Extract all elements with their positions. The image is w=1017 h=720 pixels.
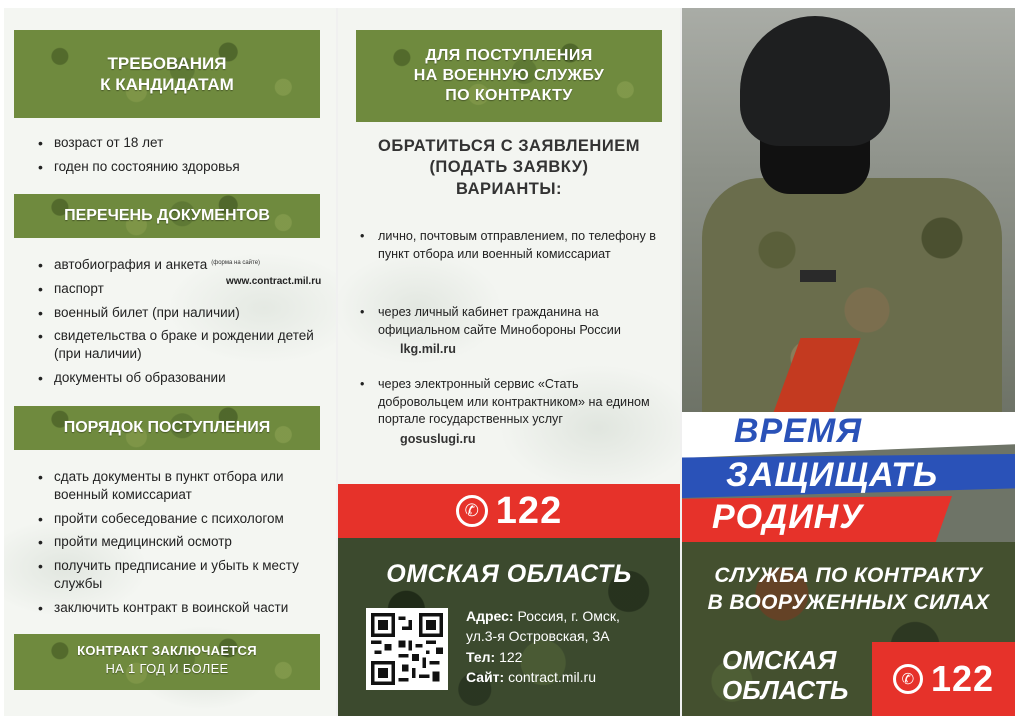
address-value: Россия, г. Омск, (517, 608, 620, 624)
list-item: • свидетельства о браке и рождении детей (при наличии) (32, 327, 328, 363)
contacts-section (338, 538, 680, 716)
cover-hotline-number: 122 (930, 658, 995, 699)
phone-line (466, 647, 620, 667)
service-line2: В ВООРУЖЕННЫХ СИЛАХ (707, 591, 990, 615)
list-item: • сдать документы в пункт отбора или военный комиссариат (32, 468, 328, 504)
list-item: • паспорт (32, 280, 328, 298)
list-item: • годен по состоянию здоровья (32, 158, 322, 176)
cover-region (722, 646, 848, 706)
address-label: Адрес: (466, 608, 514, 624)
phone-icon: ✆ (893, 664, 923, 694)
bullet: • (360, 305, 365, 319)
soldier-photo (682, 8, 1015, 418)
procedure-header (14, 406, 320, 450)
cover-panel (682, 8, 1015, 716)
option-item (354, 228, 664, 263)
cover-bottom (682, 542, 1015, 716)
subheader-line1: ОБРАТИТЬСЯ С ЗАЯВЛЕНИЕМ (378, 137, 640, 155)
requirements-list (32, 134, 322, 182)
requirements-title-line2: К КАНДИДАТАМ (100, 75, 234, 94)
list-item: • военный билет (при наличии) (32, 304, 328, 322)
option-item (354, 304, 664, 359)
option-text: через электронный сервис «Стать добровольцем или контрактником» на едином портале государственных услуг (378, 377, 650, 427)
option-site-link[interactable]: gosuslugi.ru (400, 431, 476, 446)
option-text: лично, почтовым отправлением, по телефону в пункт отбора или военный комиссариат (378, 229, 656, 261)
enlistment-header (356, 30, 662, 122)
contract-line1: КОНТРАКТ ЗАКЛЮЧАЕТСЯ (77, 643, 257, 658)
requirements-header (14, 30, 320, 118)
service-title (682, 562, 1015, 617)
site-line (466, 667, 620, 687)
address-line1 (466, 606, 620, 626)
enlistment-title-line3: ПО КОНТРАКТУ (445, 87, 573, 104)
procedure-title: ПОРЯДОК ПОСТУПЛЕНИЯ (63, 419, 271, 436)
contract-line2: НА 1 ГОД И БОЛЕЕ (105, 661, 229, 676)
form-note: (форма на сайте) (211, 259, 261, 266)
bullet: • (360, 377, 365, 391)
requirements-title-line1: ТРЕБОВАНИЯ (107, 53, 227, 73)
left-panel (4, 8, 336, 716)
subheader-line3: ВАРИАНТЫ: (456, 179, 562, 198)
list-item: • заключить контракт в воинской части (32, 599, 328, 617)
site-label: Сайт: (466, 668, 505, 685)
slogan-line3: РОДИНУ (712, 498, 864, 536)
middle-panel (338, 8, 680, 716)
list-item: • документы об образовании (32, 369, 328, 387)
hotline-bar[interactable] (338, 484, 680, 538)
cover-hotline-badge[interactable] (872, 642, 1015, 716)
list-item: • пройти медицинский осмотр (32, 533, 328, 551)
soldier-jacket (702, 178, 1002, 418)
bullet: • (360, 229, 365, 243)
phone-value[interactable]: 122 (499, 648, 523, 665)
phone-label: Тел: (466, 648, 496, 665)
list-item: • пройти собеседование с психологом (32, 510, 328, 528)
list-item: • возраст от 18 лет (32, 134, 322, 152)
contact-info (466, 606, 620, 687)
cover-region-line1: ОМСКАЯ (722, 645, 837, 675)
region-title: ОМСКАЯ ОБЛАСТЬ (386, 560, 632, 588)
chest-patch (800, 270, 836, 282)
list-item-text: автобиография и анкета (54, 257, 208, 272)
phone-icon: ✆ (456, 495, 488, 527)
enlistment-title-line2: НА ВОЕННУЮ СЛУЖБУ (413, 67, 605, 84)
address-line2: ул.3-я Островская, 3А (466, 628, 610, 645)
documents-title: ПЕРЕЧЕНЬ ДОКУМЕНТОВ (64, 207, 270, 224)
subheader-line2: (ПОДАТЬ ЗАЯВКУ) (429, 158, 589, 177)
option-site-link[interactable]: lkg.mil.ru (400, 342, 456, 357)
list-item: • получить предписание и убыть к месту службы (32, 557, 328, 593)
application-subheader (338, 136, 680, 200)
slogan-line2: ЗАЩИЩАТЬ (726, 456, 939, 494)
slogan-line1: ВРЕМЯ (734, 412, 863, 450)
list-item (32, 256, 328, 274)
qr-code-icon[interactable] (366, 608, 448, 690)
option-text: через личный кабинет гражданина на официальном сайте Минобороны России (378, 305, 621, 337)
enlistment-title-line1: ДЛЯ ПОСТУПЛЕНИЯ (425, 47, 593, 64)
contract-box (14, 634, 320, 690)
option-item (354, 376, 664, 449)
cover-region-line2: ОБЛАСТЬ (722, 674, 849, 705)
procedure-list (32, 468, 328, 623)
service-line1: СЛУЖБА ПО КОНТРАКТУ (714, 564, 983, 587)
site-value[interactable]: contract.mil.ru (508, 668, 597, 685)
documents-header (14, 194, 320, 238)
hotline-number: 122 (495, 489, 563, 532)
soldier-helmet (740, 16, 890, 146)
form-site-link[interactable]: www.contract.mil.ru (226, 276, 322, 287)
